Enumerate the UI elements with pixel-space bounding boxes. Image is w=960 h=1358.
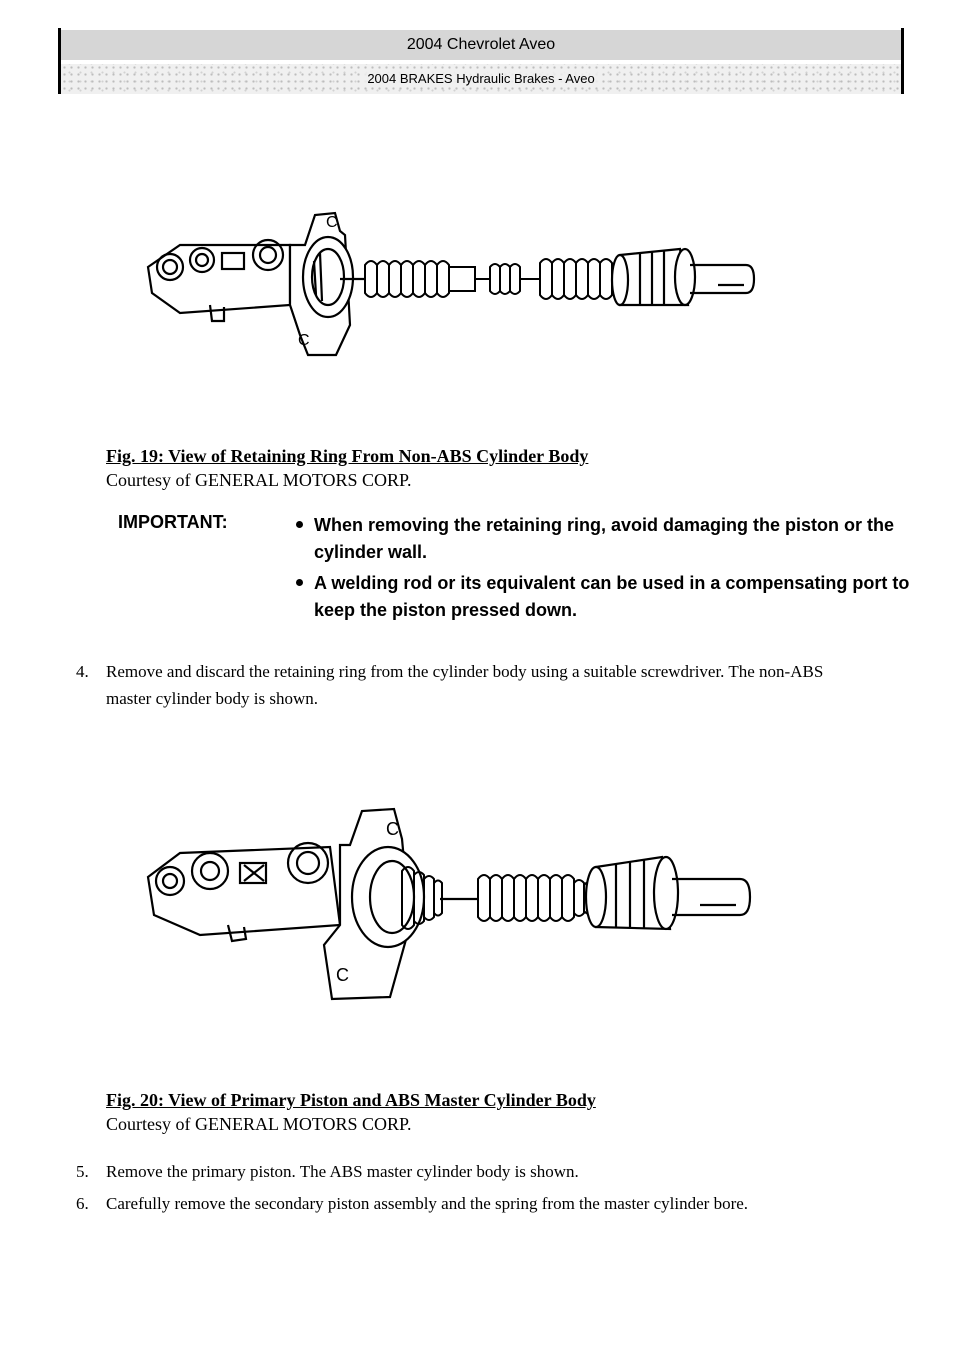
important-label: IMPORTANT: xyxy=(118,512,228,532)
step-text: Remove and discard the retaining ring from the cylinder body using a suitable screwdriver. The non-ABS master cylinder body is shown. xyxy=(106,662,824,708)
bullet-icon xyxy=(296,579,303,586)
step-number: 6. xyxy=(76,1194,89,1213)
step-text: Remove the primary piston. The ABS master cylinder body is shown. xyxy=(106,1162,579,1181)
figure-20-title: Fig. 20: View of Primary Piston and ABS Master Cylinder Body xyxy=(106,1090,596,1110)
important-item xyxy=(292,570,912,624)
important-item-text: When removing the retaining ring, avoid damaging the piston or the cylinder wall. xyxy=(314,515,895,562)
step-number: 4. xyxy=(76,662,89,681)
figure-19-illustration xyxy=(140,205,760,365)
svg-text:C: C xyxy=(386,819,399,839)
document-header xyxy=(58,28,904,94)
svg-text:C: C xyxy=(326,214,338,231)
step-text: Carefully remove the secondary piston assembly and the spring from the master cylinder bore. xyxy=(106,1194,749,1213)
svg-text:C: C xyxy=(336,965,349,985)
important-list xyxy=(292,512,912,628)
important-item-text: A welding rod or its equivalent can be used in a compensating port to keep the piston pressed down. xyxy=(314,573,910,620)
step-number: 5. xyxy=(76,1162,89,1181)
important-item xyxy=(292,512,912,566)
figure-20-caption xyxy=(106,1088,596,1136)
figure-19-title: Fig. 19: View of Retaining Ring From Non-ABS Cylinder Body xyxy=(106,446,589,466)
step-6 xyxy=(76,1190,856,1217)
figure-19-courtesy: Courtesy of GENERAL MOTORS CORP. xyxy=(106,470,412,490)
document-subtitle-text: 2004 BRAKES Hydraulic Brakes - Aveo xyxy=(361,71,600,86)
figure-20-illustration xyxy=(140,805,765,1005)
figure-19-caption xyxy=(106,444,588,492)
step-4 xyxy=(76,658,856,712)
document-title: 2004 Chevrolet Aveo xyxy=(61,30,901,60)
figure-20-courtesy: Courtesy of GENERAL MOTORS CORP. xyxy=(106,1114,412,1134)
svg-text:C: C xyxy=(298,332,310,349)
bullet-icon xyxy=(296,521,303,528)
step-5 xyxy=(76,1158,856,1185)
document-subtitle xyxy=(61,64,901,94)
